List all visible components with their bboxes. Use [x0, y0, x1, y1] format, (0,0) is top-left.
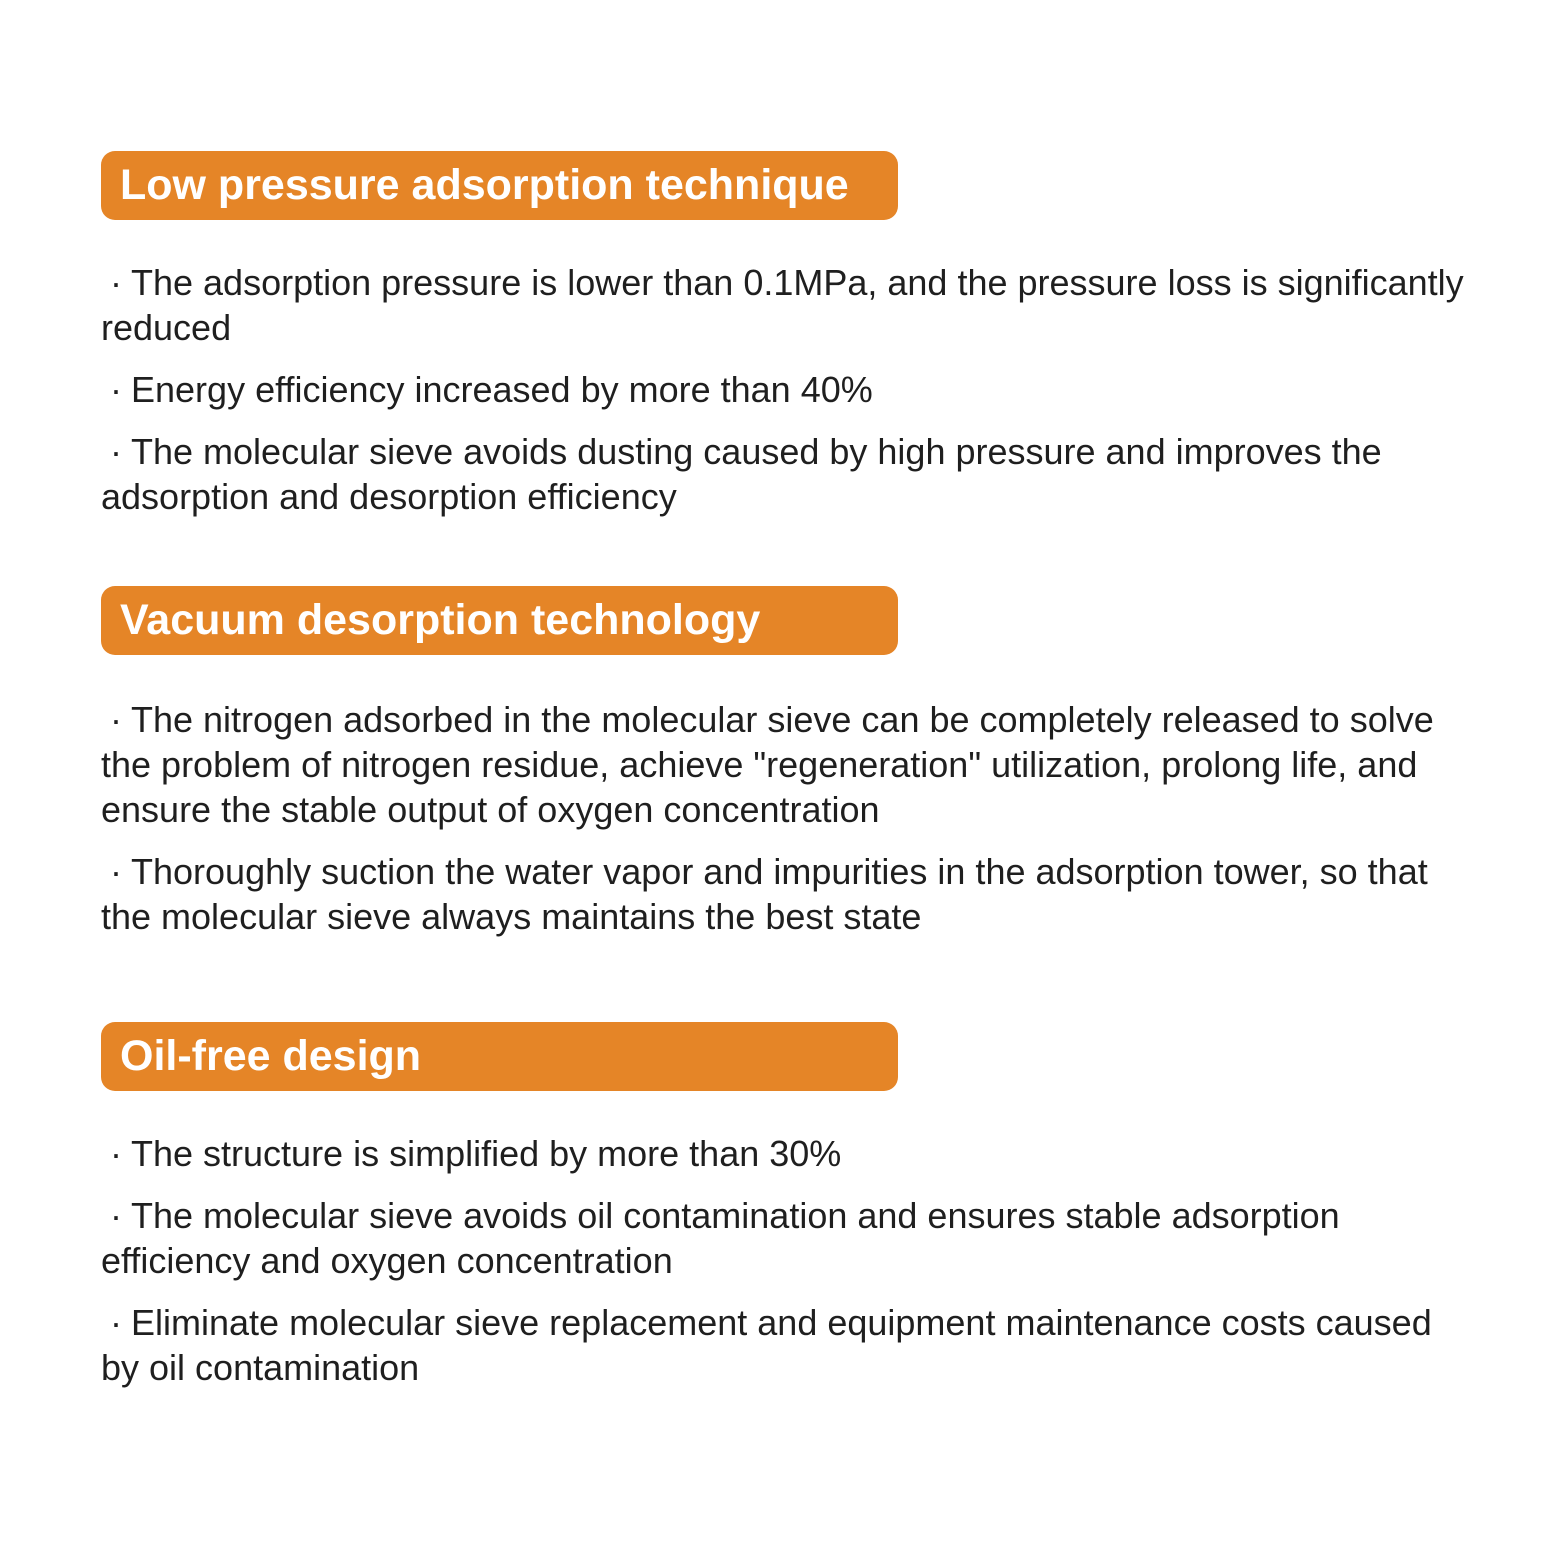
bullet-item	[101, 260, 1471, 350]
section-oil-free-design	[101, 1022, 1471, 1390]
bullet-mark: ·	[110, 369, 122, 410]
section-low-pressure-adsorption	[101, 151, 1471, 519]
section-vacuum-desorption	[101, 586, 1471, 939]
bullet-text: The molecular sieve avoids dusting caused by high pressure and improves the adsorption and desorption efficiency	[101, 431, 1382, 517]
bullet-list	[101, 260, 1471, 519]
bullet-text: Eliminate molecular sieve replacement and equipment maintenance costs caused by oil contamination	[101, 1302, 1432, 1388]
bullet-item	[101, 1300, 1471, 1390]
bullet-mark: ·	[110, 431, 122, 472]
bullet-item	[101, 429, 1471, 519]
bullet-item	[101, 1193, 1471, 1283]
bullet-mark: ·	[110, 262, 122, 303]
bullet-text: Thoroughly suction the water vapor and impurities in the adsorption tower, so that the molecular sieve always maintains the best state	[101, 851, 1428, 937]
bullet-text: The structure is simplified by more than 30%	[131, 1133, 842, 1174]
section-header	[101, 151, 898, 220]
bullet-list	[101, 697, 1471, 939]
bullet-text: The nitrogen adsorbed in the molecular sieve can be completely released to solve the problem of nitrogen residue, achieve "regeneration" utilization, prolong life, and ensure the stable output of oxygen concentration	[101, 699, 1434, 830]
bullet-item	[101, 367, 1471, 412]
bullet-item	[101, 697, 1471, 832]
bullet-mark: ·	[110, 699, 122, 740]
bullet-list	[101, 1131, 1471, 1390]
section-header	[101, 1022, 898, 1091]
bullet-item	[101, 1131, 1471, 1176]
bullet-mark: ·	[110, 851, 122, 892]
bullet-text: Energy efficiency increased by more than 40%	[131, 369, 873, 410]
bullet-text: The adsorption pressure is lower than 0.1MPa, and the pressure loss is significantly reduced	[101, 262, 1464, 348]
bullet-mark: ·	[110, 1133, 122, 1174]
section-title: Low pressure adsorption technique	[120, 161, 849, 209]
section-title: Oil-free design	[120, 1032, 422, 1080]
bullet-item	[101, 849, 1471, 939]
section-header	[101, 586, 898, 655]
bullet-text: The molecular sieve avoids oil contamination and ensures stable adsorption efficiency and oxygen concentration	[101, 1195, 1340, 1281]
bullet-mark: ·	[110, 1302, 122, 1343]
bullet-mark: ·	[110, 1195, 122, 1236]
section-title: Vacuum desorption technology	[120, 596, 761, 644]
